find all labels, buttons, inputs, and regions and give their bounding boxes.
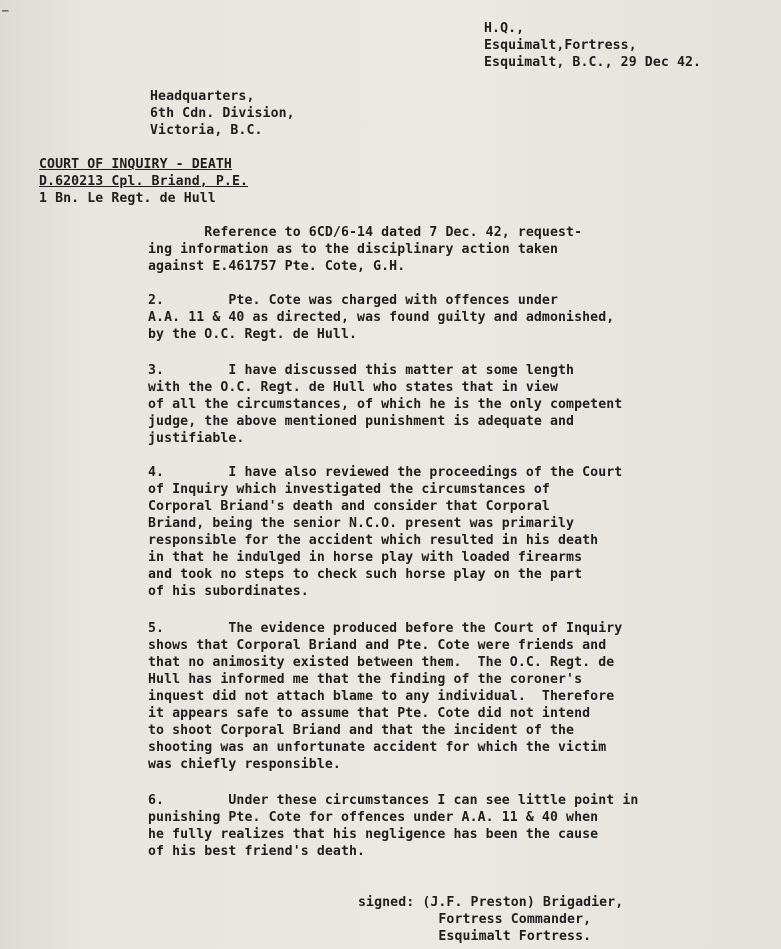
paragraph-6 <box>148 792 708 860</box>
text-line: with the O.C. Regt. de Hull who states that in view <box>148 380 559 395</box>
paragraph-3 <box>148 362 708 447</box>
text-line: Reference to 6CD/6-14 dated 7 Dec. 42, request- <box>148 225 583 240</box>
text-line: of Inquiry which investigated the circumstances of <box>148 482 550 497</box>
recipient-address <box>150 88 295 139</box>
sender-date-line: Esquimalt, B.C., 29 Dec 42. <box>484 55 702 70</box>
signature-line: signed: (J.F. Preston) Brigadier, <box>358 895 624 910</box>
sender-line: Esquimalt,Fortress, <box>484 38 637 53</box>
corner-mark: — <box>2 4 9 17</box>
text-line: 4. I have also reviewed the proceedings of the Court <box>148 465 623 480</box>
text-line: Corporal Briand's death and consider that Corporal <box>148 499 550 514</box>
text-line: 6. Under these circumstances I can see little point in <box>148 793 639 808</box>
text-line: that no animosity existed between them. The O.C. Regt. de <box>148 655 615 670</box>
text-line: responsible for the accident which resulted in his death <box>148 533 599 548</box>
subject-block <box>39 156 248 207</box>
text-line: 3. I have discussed this matter at some length <box>148 363 575 378</box>
text-line: 5. The evidence produced before the Court of Inquiry <box>148 621 623 636</box>
recipient-line: 6th Cdn. Division, <box>150 106 295 121</box>
subject-title: COURT OF INQUIRY - DEATH <box>39 157 232 172</box>
subject-line: 1 Bn. Le Regt. de Hull <box>39 191 216 206</box>
paragraph-2 <box>148 292 708 343</box>
sender-address <box>484 20 701 71</box>
signature-title: Fortress Commander, <box>358 912 592 927</box>
text-line: shooting was an unfortunate accident for which the victim <box>148 740 607 755</box>
text-line: justifiable. <box>148 431 245 446</box>
text-line: of all the circumstances, of which he is the only competent <box>148 397 623 412</box>
text-line: punishing Pte. Cote for offences under A.A. 11 & 40 when <box>148 810 599 825</box>
text-line: 2. Pte. Cote was charged with offences under <box>148 293 559 308</box>
paragraph-1 <box>148 224 708 275</box>
text-line: was chiefly responsible. <box>148 757 341 772</box>
text-line: shows that Corporal Briand and Pte. Cote were friends and <box>148 638 607 653</box>
text-line: of his subordinates. <box>148 584 309 599</box>
text-line: Hull has informed me that the finding of the coroner's <box>148 672 583 687</box>
paragraph-4 <box>148 464 708 600</box>
text-line: it appears safe to assume that Pte. Cote did not intend <box>148 706 591 721</box>
signature-block <box>358 894 623 945</box>
text-line: against E.461757 Pte. Cote, G.H. <box>148 259 406 274</box>
subject-line: D.620213 Cpl. Briand, P.E. <box>39 174 249 189</box>
paragraph-5 <box>148 620 708 773</box>
recipient-line: Headquarters, <box>150 89 255 104</box>
sender-line: H.Q., <box>484 21 525 36</box>
text-line: of his best friend's death. <box>148 844 366 859</box>
recipient-line: Victoria, B.C. <box>150 123 263 138</box>
text-line: Briand, being the senior N.C.O. present was primarily <box>148 516 575 531</box>
text-line: and took no steps to check such horse play on the part <box>148 567 583 582</box>
text-line: judge, the above mentioned punishment is adequate and <box>148 414 575 429</box>
text-line: to shoot Corporal Briand and that the incident of the <box>148 723 575 738</box>
text-line: in that he indulged in horse play with loaded firearms <box>148 550 583 565</box>
text-line: A.A. 11 & 40 as directed, was found guilty and admonished, <box>148 310 615 325</box>
text-line: ing information as to the disciplinary action taken <box>148 242 559 257</box>
text-line: by the O.C. Regt. de Hull. <box>148 327 358 342</box>
text-line: he fully realizes that his negligence has been the cause <box>148 827 599 842</box>
text-line: inquest did not attach blame to any individual. Therefore <box>148 689 615 704</box>
signature-unit: Esquimalt Fortress. <box>358 929 592 944</box>
